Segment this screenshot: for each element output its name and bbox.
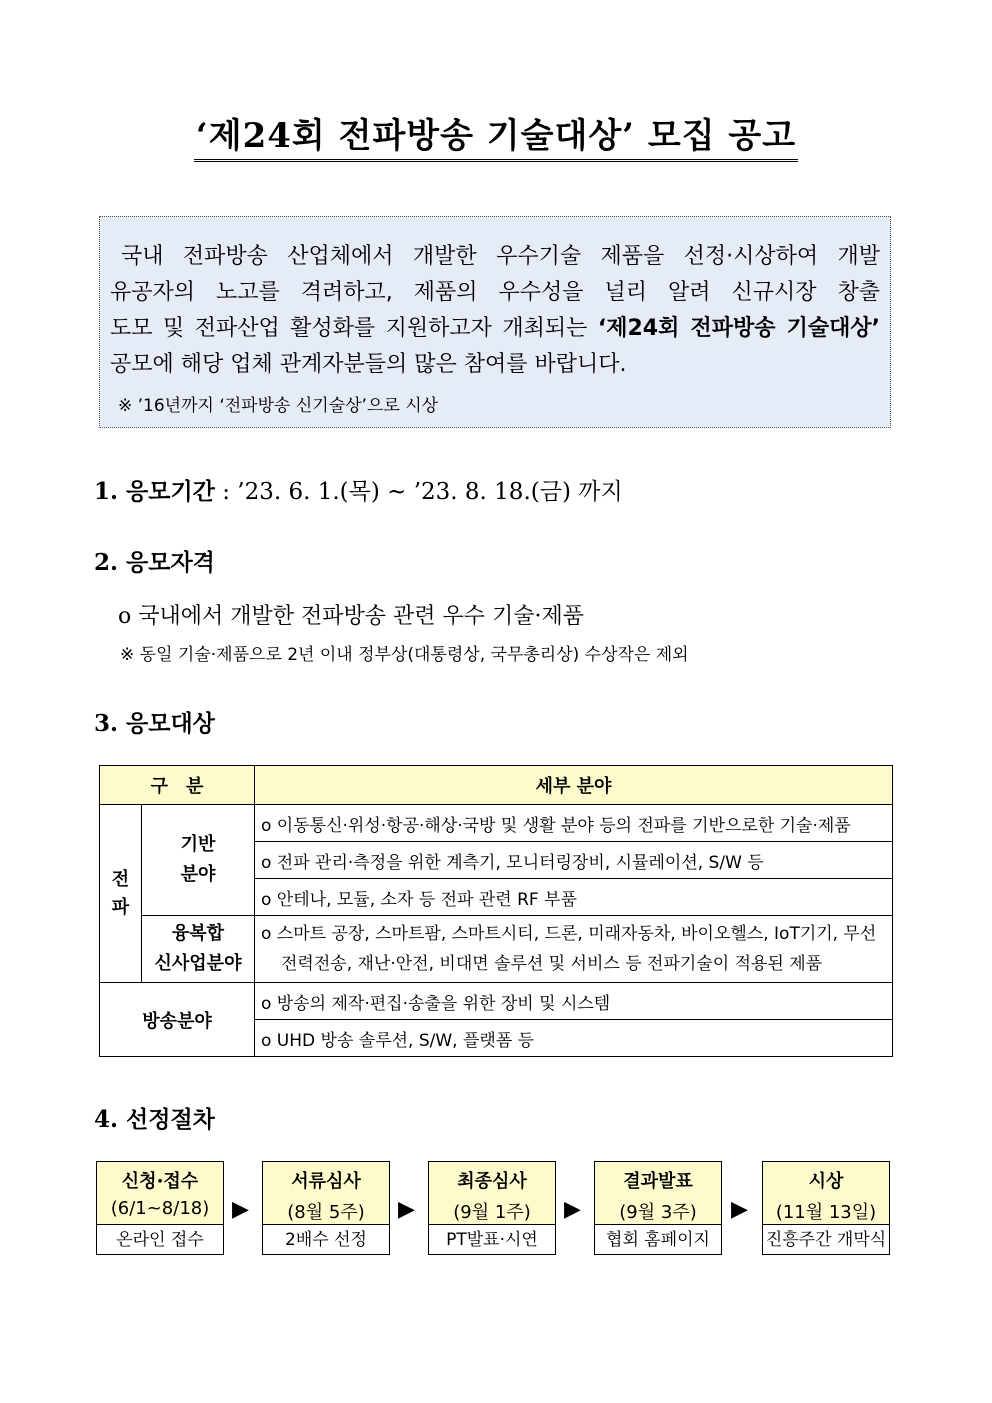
- header-detail: 세부 분야: [255, 766, 893, 805]
- process-step-announcement: [594, 1161, 722, 1255]
- step-title: 신청·접수: [121, 1171, 199, 1192]
- section-application-period: [94, 473, 623, 506]
- header-category: 구 분: [100, 766, 255, 805]
- fusion-item-text: o 스마트 공장, 스마트팜, 스마트시티, 드론, 미래자동차, 바이오헬스, IoT기기, 무선전력전송, 재난·안전, 비대면 솔루션 및 서비스 등 전파기술이 적용된 제품: [261, 924, 877, 974]
- table-row: [100, 983, 893, 1020]
- step-desc: 협회 홈페이지: [606, 1230, 710, 1250]
- arrow-icon: ▶: [731, 1197, 748, 1222]
- step-date: (9월 3주): [619, 1202, 697, 1223]
- intro-line-1: 국내 전파방송 산업체에서 개발한 우수기술 제품을 선정·시상하여 개발: [121, 244, 880, 269]
- process-step-award: [762, 1161, 890, 1255]
- sub-fusion: 융복합 신사업분야: [142, 916, 255, 983]
- step-title: 서류심사: [291, 1171, 361, 1192]
- basic-item-2: o 전파 관리·측정을 위한 계측기, 모니터링장비, 시뮬레이션, S/W 등: [255, 842, 893, 879]
- basic-item-1: o 이동통신·위성·항공·해상·국방 및 생활 분야 등의 전파를 기반으로한 기술·제품: [255, 805, 893, 842]
- arrow-icon: ▶: [564, 1197, 581, 1222]
- arrow-icon: ▶: [232, 1197, 249, 1222]
- basic-item-3: o 안테나, 모듈, 소자 등 전파 관련 RF 부품: [255, 879, 893, 916]
- page-title-text: ‘제24회 전파방송 기술대상’ 모집 공고: [194, 116, 798, 162]
- step-desc: 온라인 접수: [116, 1230, 204, 1250]
- broadcast-item-1: o 방송의 제작·편집·송출을 위한 장비 및 시스템: [255, 983, 893, 1020]
- step-date: (6/1~8/18): [110, 1198, 210, 1219]
- intro-line-3: [110, 311, 880, 347]
- group-radio: 전 파: [100, 805, 142, 983]
- eligibility-bullet: o 국내에서 개발한 전파방송 관련 우수 기술·제품: [118, 604, 584, 629]
- step-desc: 진흥주간 개막식: [765, 1230, 887, 1250]
- section-2-label: 2. 응모자격: [94, 549, 215, 576]
- table-row: [100, 805, 893, 842]
- arrow-icon: ▶: [398, 1197, 415, 1222]
- process-step-final-review: [428, 1161, 556, 1255]
- fusion-item: [255, 916, 893, 983]
- step-date: (8월 5주): [287, 1202, 365, 1223]
- section-4-label: 4. 선정절차: [94, 1106, 215, 1133]
- intro-line-2: 유공자의 노고를 격려하고, 제품의 우수성을 널리 알려 신규시장 창출: [110, 280, 880, 305]
- table-header-row: [100, 766, 893, 805]
- intro-note: ※ ’16년까지 ‘전파방송 신기술상’으로 시상: [118, 396, 439, 416]
- section-3-label: 3. 응모대상: [94, 710, 215, 737]
- step-title: 최종심사: [457, 1171, 527, 1192]
- page-title: [0, 108, 992, 157]
- target-table: [99, 765, 893, 1057]
- step-title: 시상: [808, 1171, 844, 1192]
- step-title: 결과발표: [623, 1171, 693, 1192]
- step-date: (9월 1주): [453, 1202, 531, 1223]
- section-1-value: : ’23. 6. 1.(목) ~ ’23. 8. 18.(금) 까지: [214, 479, 623, 505]
- broadcast-category: 방송분야: [100, 983, 255, 1057]
- sub-basic: 기반 분야: [142, 805, 255, 916]
- intro-award-name: ‘제24회 전파방송 기술대상’: [597, 316, 880, 341]
- section-1-label: 1. 응모기간: [94, 478, 215, 505]
- step-date: (11월 13일): [775, 1202, 877, 1223]
- eligibility-note: ※ 동일 기술·제품으로 2년 이내 정부상(대통령상, 국무총리상) 수상작은 제외: [120, 645, 689, 665]
- intro-box: [99, 216, 891, 428]
- intro-line-3-text: 도모 및 전파산업 활성화를 지원하고자 개최되는: [110, 316, 598, 341]
- broadcast-item-2: o UHD 방송 솔루션, S/W, 플랫폼 등: [255, 1020, 893, 1057]
- process-step-document-review: [262, 1161, 390, 1255]
- step-desc: 2배수 선정: [285, 1230, 367, 1250]
- intro-line-4: 공모에 해당 업체 관계자분들의 많은 참여를 바랍니다.: [110, 352, 627, 377]
- table-row: [100, 916, 893, 983]
- step-desc: PT발표·시연: [446, 1230, 538, 1250]
- process-step-apply: [96, 1161, 224, 1255]
